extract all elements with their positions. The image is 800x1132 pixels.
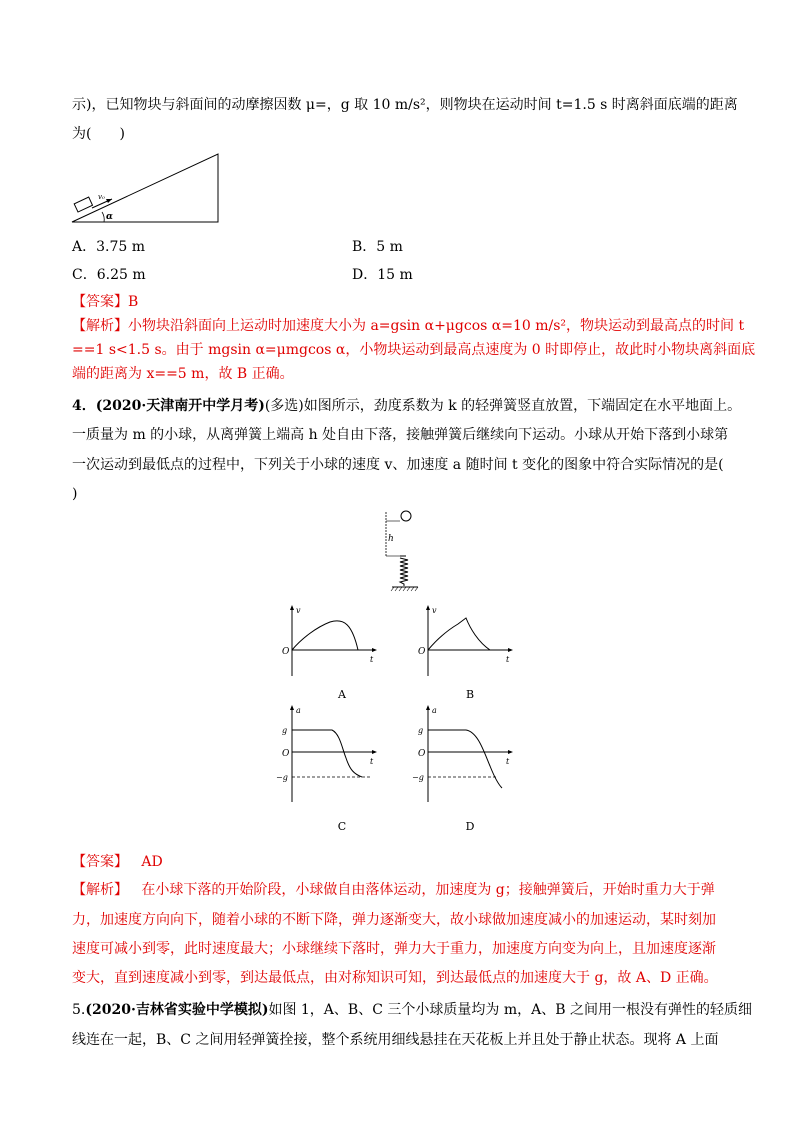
q4-stem-text: (多选)如图所示，劲度系数为 k 的轻弹簧竖直放置，下端固定在水平地面上。	[264, 398, 742, 414]
q5-number: 5.	[72, 1002, 86, 1018]
option-a: A．3.75 m	[72, 239, 146, 255]
q4-analysis-line-4: 变大，直到速度减小到零，到达最低点，由对称知识可知，到达最低点的加速度大于 g，故 A、D 正确。	[72, 970, 718, 986]
q4-stem-line-2: 一质量为 m 的小球，从离弹簧上端高 h 处自由下落，接触弹簧后继续向下运动。小球从开始下落到小球第	[72, 427, 729, 443]
analysis-text: 在小球下落的开始阶段，小球做自由落体运动，加速度为 g；接触弹簧后，开始时重力大于弹	[141, 882, 715, 898]
q4-stem-line-4: )	[72, 486, 78, 502]
graph-c-ylabel: a	[296, 706, 301, 715]
q5-source: (2020·吉林省实验中学模拟)	[85, 1002, 269, 1018]
graph-a-origin: O	[282, 647, 290, 657]
graph-b-ylabel: v	[432, 606, 437, 615]
graph-c-origin: O	[282, 749, 290, 759]
block	[74, 197, 92, 212]
alpha-arc	[102, 212, 104, 222]
q4-stem-line-1	[72, 396, 742, 416]
option-b: B．5 m	[352, 239, 403, 255]
option-c: C．6.25 m	[72, 267, 146, 283]
graph-a-caption: A	[338, 688, 346, 701]
q5-stem-line-1	[72, 1000, 752, 1020]
graph-a-curve	[292, 621, 358, 650]
q3-stem-line-2: 为( )	[72, 126, 125, 142]
q3-answer	[72, 292, 732, 312]
incline-figure	[70, 150, 230, 230]
graph-d-origin: O	[418, 749, 426, 759]
v0-label: v₀	[98, 193, 105, 201]
analysis-tag: 【解析】	[72, 318, 128, 334]
q4-number: 4．	[72, 398, 96, 414]
graph-b-curve	[428, 618, 490, 650]
q3-analysis-line-3: 端的距离为 x==5 m，故 B 正确。	[72, 366, 294, 382]
q5-stem-text: 如图 1，A、B、C 三个小球质量均为 m，A、B 之间用一根没有弹性的轻质细	[268, 1002, 752, 1018]
graph-d-curve	[428, 730, 502, 788]
answer-tag: 【答案】	[72, 854, 128, 870]
option-d: D．15 m	[352, 267, 413, 283]
q4-analysis-line-2: 力，加速度方向向下，随着小球的不断下降，弹力逐渐变大，故小球做加速度减小的加速运动，某时刻加	[72, 912, 716, 928]
graph-a-xlabel: t	[370, 655, 374, 664]
graph-c-curve	[292, 730, 362, 777]
q5-stem-line-2: 线连在一起，B、C 之间用轻弹簧拴接，整个系统用细线悬挂在天花板上并且处于静止状态。现将 A 上面	[72, 1032, 719, 1048]
graph-d-ylabel: a	[432, 706, 437, 715]
spring-figure	[378, 508, 428, 594]
graph-b-xlabel: t	[506, 655, 510, 664]
graph-b-origin: O	[418, 647, 426, 657]
graph-d-caption: D	[465, 820, 475, 833]
graph-c-caption: C	[337, 820, 347, 833]
q4-source: (2020·天津南开中学月考)	[95, 398, 265, 414]
q4-stem-line-3: 一次运动到最低点的过程中，下列关于小球的速度 v、加速度 a 随时间 t 变化的图象中符合实际情况的是(	[72, 457, 724, 473]
alpha-label: α	[106, 212, 113, 222]
q3-analysis-line-2: ==1 s<1.5 s。由于 mgsin α=μmgcos α，小物块运动到最高点速度为 0 时即停止，故此时小物块离斜面底	[72, 342, 756, 358]
answer-value: B	[128, 294, 139, 310]
graph-b-caption: B	[465, 688, 475, 701]
answer-value: AD	[141, 854, 163, 870]
graph-d	[398, 702, 528, 812]
graph-b	[398, 602, 518, 682]
graph-c	[262, 702, 382, 812]
graph-d-xlabel: t	[506, 757, 510, 766]
q4-analysis-line-3: 速度可减小到零，此时速度最大；小球继续下落时，弹力大于重力，加速度方向变为向上，且加速度逐渐	[72, 941, 716, 957]
incline-triangle	[72, 154, 218, 222]
h-label: h	[388, 534, 394, 544]
ball	[401, 511, 411, 521]
graph-c-neg-g: −g	[276, 773, 288, 782]
q3-stem-line-1: 示)，已知物块与斜面间的动摩擦因数 μ=，g 取 10 m/s²，则物块在运动时间 t=1.5 s 时离斜面底端的距离	[72, 97, 738, 113]
graph-a-ylabel: v	[296, 606, 301, 615]
q4-analysis-line-1	[72, 880, 732, 900]
graph-c-g: g	[282, 726, 288, 735]
graph-d-g: g	[418, 726, 424, 735]
graph-d-neg-g: −g	[412, 773, 424, 782]
graph-c-xlabel: t	[370, 757, 374, 766]
spring-coil	[400, 558, 408, 586]
answer-tag: 【答案】	[72, 294, 128, 310]
graph-a	[262, 602, 382, 682]
q3-analysis-line-1	[72, 316, 745, 336]
q4-answer	[72, 852, 732, 872]
analysis-text: 小物块沿斜面向上运动时加速度大小为 a=gsin α+μgcos α=10 m/s²，物块运动到最高点的时间 t	[128, 318, 745, 334]
analysis-tag: 【解析】	[72, 882, 128, 898]
